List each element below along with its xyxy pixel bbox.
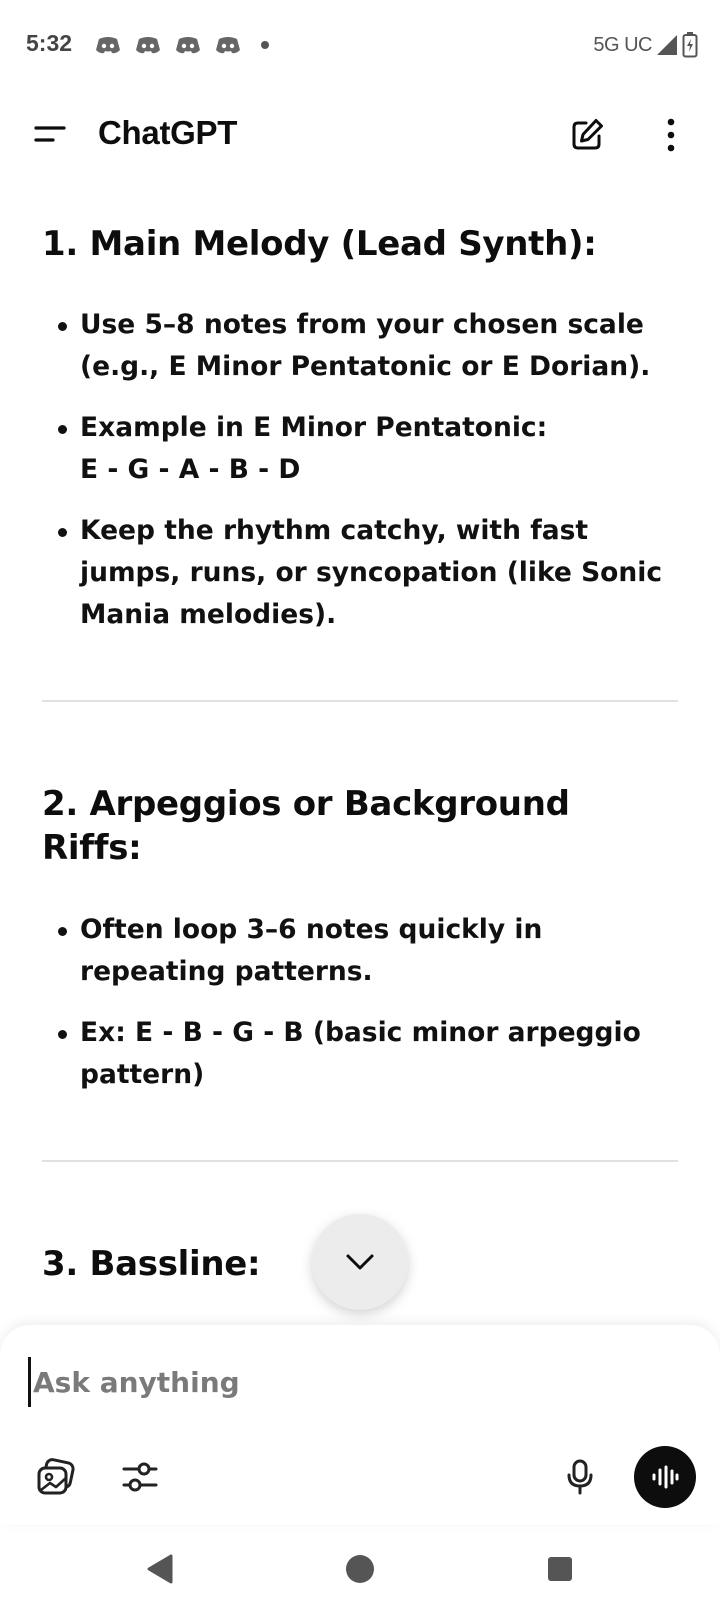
- scroll-to-bottom-button[interactable]: [312, 1214, 408, 1310]
- list-item-line: repeating patterns.: [80, 955, 373, 987]
- app-title: ChatGPT: [98, 114, 238, 151]
- attach-image-button[interactable]: [28, 1449, 84, 1505]
- sliders-icon: [122, 1460, 158, 1494]
- list-item-line: Keep the rhythm catchy, with fast: [80, 515, 589, 547]
- list-item: [42, 909, 678, 993]
- list-item: [42, 407, 678, 491]
- network-type: 5G UC: [593, 33, 652, 56]
- voice-mode-icon: [651, 1465, 679, 1489]
- list-item-line: Use 5–8 notes from your chosen scale: [80, 309, 644, 341]
- battery-charging-icon: [682, 32, 698, 58]
- tools-button[interactable]: [112, 1449, 168, 1505]
- section-heading: 1. Main Melody (Lead Synth):: [42, 224, 597, 264]
- microphone-icon: [566, 1459, 594, 1495]
- nav-home-button[interactable]: [340, 1549, 380, 1589]
- bullet-list: [42, 304, 678, 636]
- system-nav-bar: [0, 1525, 720, 1612]
- menu-icon: [34, 124, 66, 144]
- assistant-message: [0, 180, 720, 1325]
- more-vertical-icon: [666, 118, 676, 152]
- list-item-line: Often loop 3–6 notes quickly in: [80, 913, 543, 945]
- chevron-down-icon: [345, 1253, 375, 1271]
- signal-icon: [656, 34, 678, 56]
- list-item-line: jumps, runs, or syncopation (like Sonic: [80, 557, 663, 589]
- message-input[interactable]: [28, 1357, 688, 1407]
- menu-button[interactable]: [28, 112, 72, 156]
- status-time: 5:32: [26, 30, 73, 56]
- list-item-line: Example in E Minor Pentatonic:: [80, 412, 548, 444]
- more-notifications-dot-icon: [261, 41, 269, 49]
- section-heading: 3. Bassline:: [42, 1243, 261, 1284]
- nav-recents-button[interactable]: [540, 1549, 580, 1589]
- discord-icon: [215, 34, 241, 56]
- status-right: [593, 32, 698, 58]
- notification-icons: [95, 34, 269, 56]
- section-arpeggios: [42, 702, 678, 1095]
- home-circle-icon: [345, 1554, 375, 1584]
- list-item-line: (e.g., E Minor Pentatonic or E Dorian).: [80, 351, 651, 383]
- status-bar: [0, 0, 720, 92]
- discord-icon: [175, 34, 201, 56]
- list-item-line: E - G - A - B - D: [80, 454, 301, 486]
- list-item-line: pattern): [80, 1058, 205, 1090]
- back-triangle-icon: [146, 1553, 174, 1585]
- section-main-melody: [42, 180, 678, 636]
- discord-icon: [95, 34, 121, 56]
- bullet-list: [42, 909, 678, 1096]
- voice-mode-button[interactable]: [634, 1446, 696, 1508]
- more-options-button[interactable]: [648, 112, 694, 158]
- microphone-button[interactable]: [552, 1449, 608, 1505]
- list-item: [42, 510, 678, 636]
- composer: [0, 1325, 720, 1525]
- app-header: [0, 92, 720, 180]
- list-item: [42, 304, 678, 388]
- list-item: [42, 1012, 678, 1096]
- new-chat-button[interactable]: [564, 112, 610, 158]
- list-item-line: Mania melodies).: [80, 599, 337, 631]
- section-heading: 2. Arpeggios or Background Riffs:: [42, 784, 570, 869]
- recents-square-icon: [547, 1556, 573, 1582]
- nav-back-button[interactable]: [140, 1549, 180, 1589]
- new-chat-icon: [569, 117, 605, 153]
- list-item-line: Ex: E - B - G - B (basic minor arpeggio: [80, 1016, 641, 1048]
- image-attach-icon: [36, 1458, 76, 1496]
- discord-icon: [135, 34, 161, 56]
